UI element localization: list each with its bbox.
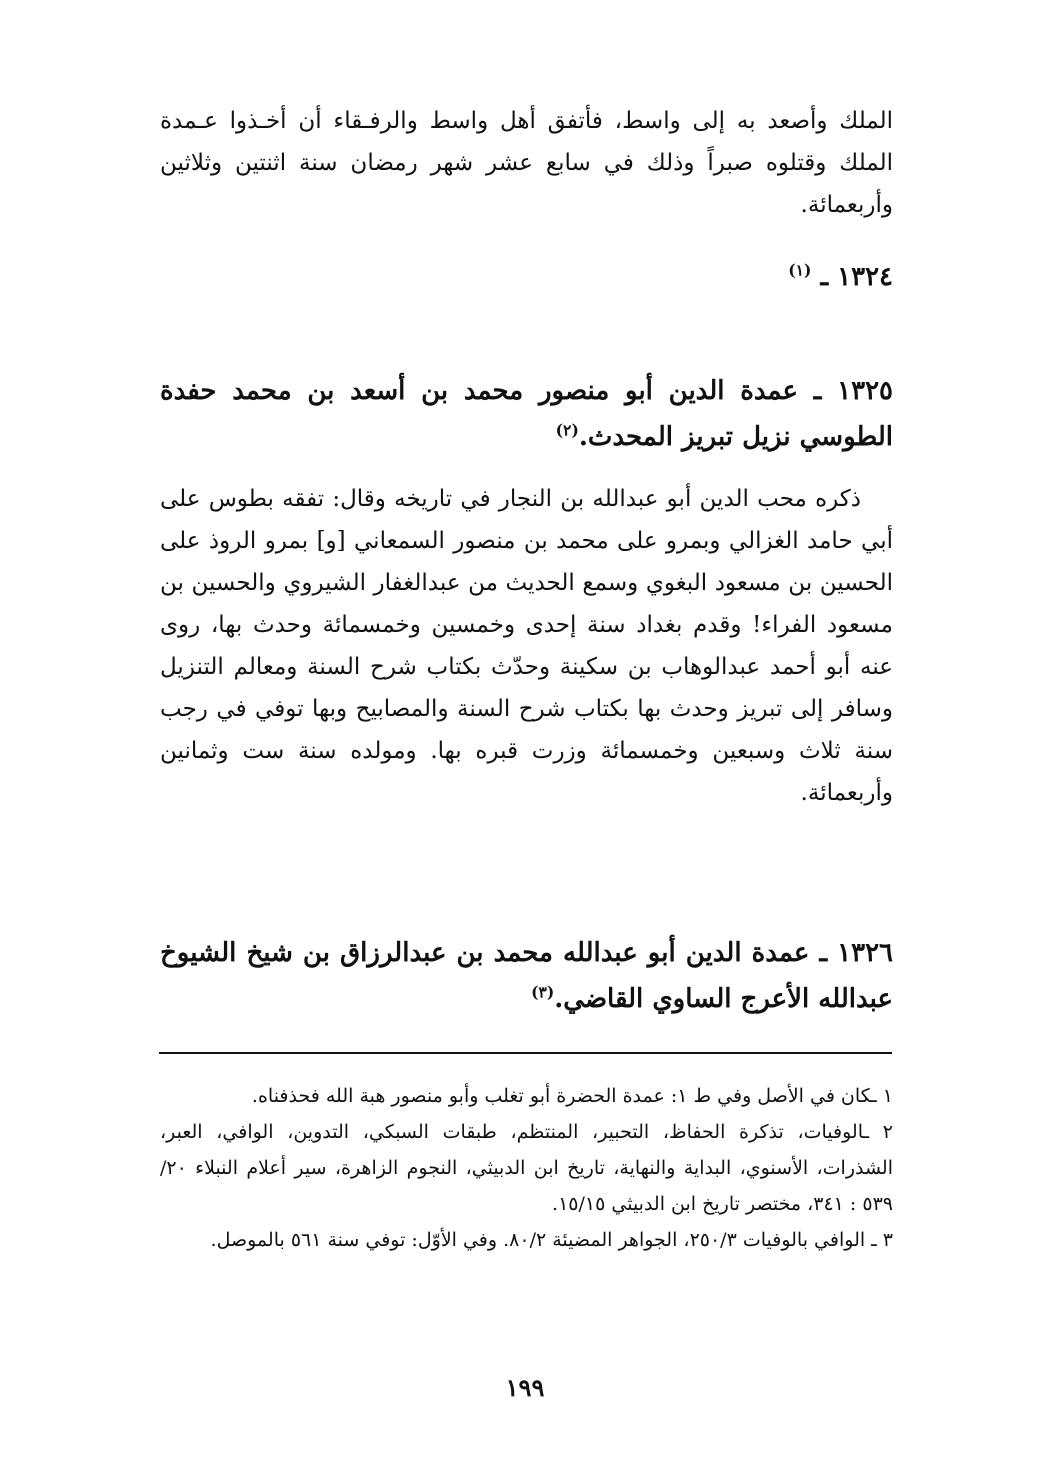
footnote-separator <box>159 1052 892 1054</box>
page-number: ١٩٩ <box>505 1373 545 1402</box>
continuation-text: الملك وأصعد به إلى واسط، فأتفق أهل واسط والرفـقاء أن أخـذوا عـمدة الملك وقتلوه صبراً وذلك في سابع عشر شهر رمضان سنة اثنتين وثلاثين وأربعمائة. <box>160 108 893 218</box>
entry-1325-body <box>160 478 893 814</box>
footnote-ref-1: (١) <box>788 260 812 280</box>
footnote-ref-3: (٣) <box>531 982 555 1002</box>
footnote-1: ١ ـكان في الأصل وفي ط ١: عمدة الحضرة أبو تغلب وأبو منصور هبة الله فحذفناه. <box>251 1085 893 1107</box>
footnote-ref-2: (٢) <box>555 420 579 440</box>
footnotes-section <box>160 1078 893 1258</box>
footnote-3: ٣ ـ الوافي بالوفيات ٢٥٠/٣، الجواهر المضيئة ٨٠/٢. وفي الأوّل: توفي سنة ٥٦١ بالموصل. <box>210 1229 893 1251</box>
entry-1324-number: ١٣٢٤ ـ <box>820 262 893 292</box>
entry-1325-text: ذكره محب الدين أبو عبدالله بن النجار في تاريخه وقال: تفقه بطوس على أبي حامد الغزالي وبمرو على محمد بن منصور السمعاني [و] بمرو الروذ على الحسين بن مسعود البغوي وسمع الحديث من عبدالغفار الشيروي والحسين بن مسعود الفراء! وقدم بغداد سنة إحدى وخمسين وخمسمائة وحدث بها، روى عنه أبو أحمد عبدالوهاب بن سكينة وحدّث بكتاب شرح السنة ومعالم التنزيل وسافر إلى تبريز وحدث بها بكتاب شرح السنة والمصابيح وبها توفي في رجب سنة ثلاث وسبعين وخمسمائة وزرت قبره بها. ومولده سنة ست وثمانين وأربعمائة. <box>160 486 893 806</box>
entry-1325-heading <box>160 368 893 460</box>
entry-1326-title: ١٣٢٦ ـ عمدة الدين أبو عبدالله محمد بن عبدالرزاق بن شيخ الشيوخ عبدالله الأعرج الساوي القاضي. <box>160 938 893 1014</box>
continuation-paragraph <box>160 100 893 226</box>
entry-1324 <box>160 254 893 300</box>
entry-1326-heading <box>160 930 893 1022</box>
footnote-2: ٢ ـالوفيات، تذكرة الحفاظ، التحبير، المنتظم، طبقات السبكي، التدوين، الوافي، العبر، الشذرات، الأسنوي، البداية والنهاية، تاريخ ابن الدبيثي، النجوم الزاهرة، سير أعلام النبلاء ٢٠/ ٥٣٩ : ٣٤١، مختصر تاريخ ابن الدبيثي ١٥/١٥. <box>160 1121 893 1215</box>
entry-1325-title: ١٣٢٥ ـ عمدة الدين أبو منصور محمد بن أسعد بن محمد حفدة الطوسي نزيل تبريز المحدث. <box>160 376 893 452</box>
